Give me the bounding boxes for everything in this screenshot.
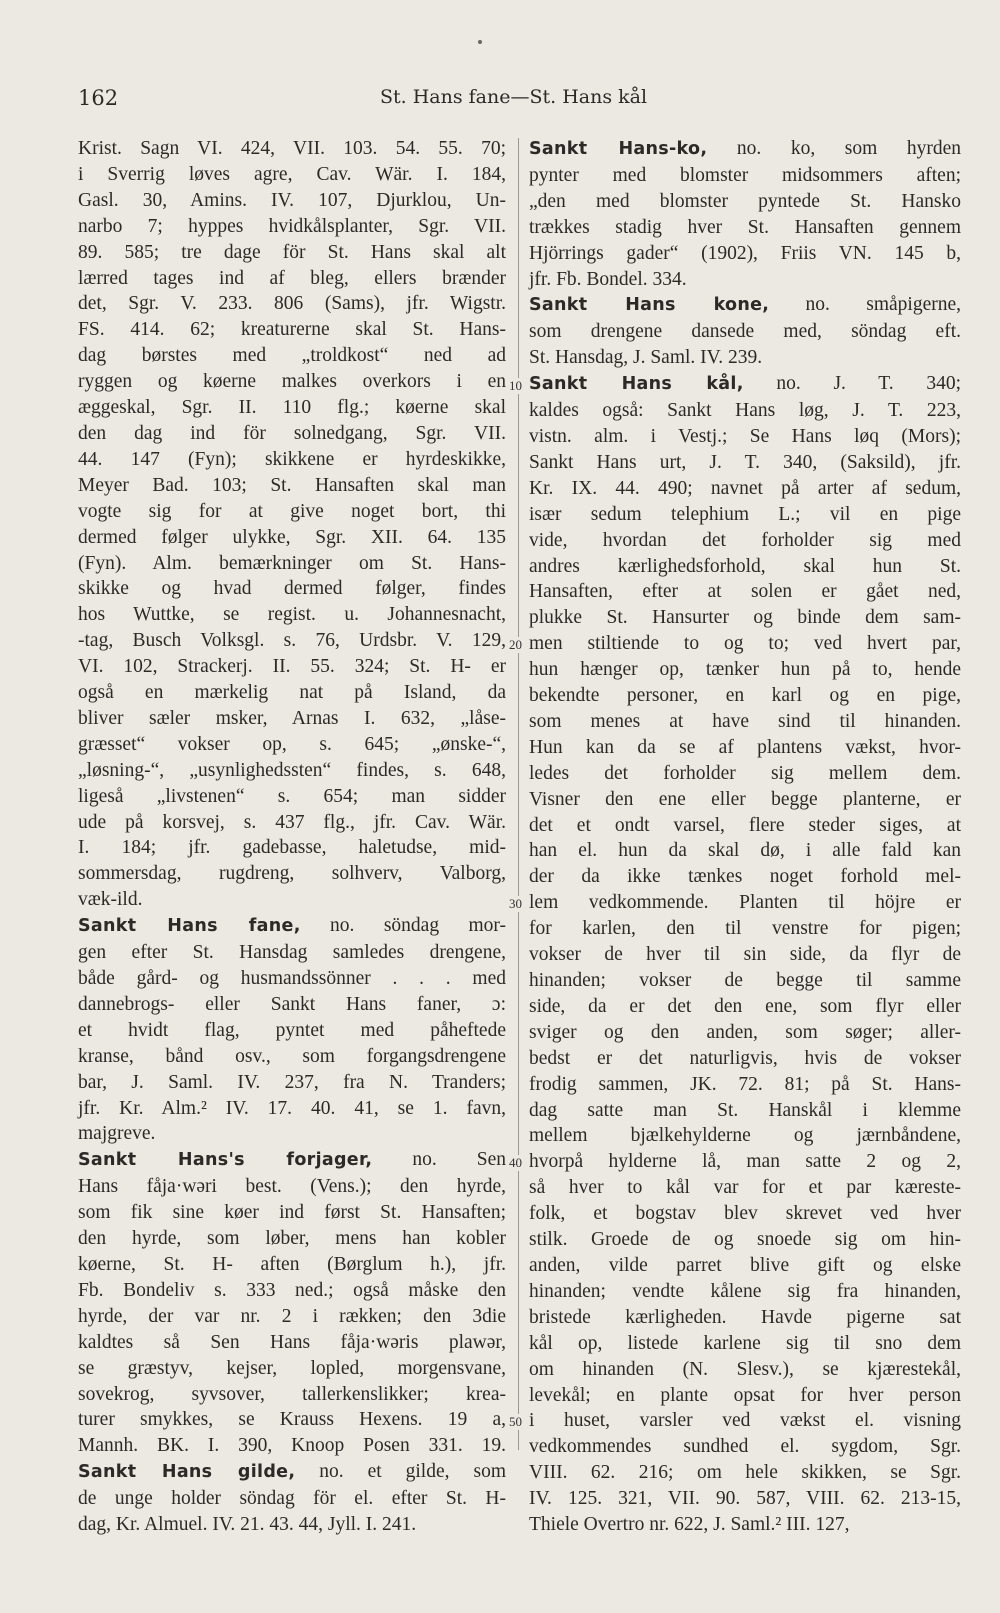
right-column-line: andres kærlighedsforhold, skal hun St. xyxy=(529,555,961,577)
right-column-line: Kr. IX. 44. 490; navnet på arter af sedum, xyxy=(529,477,961,499)
right-column-line: VIII. 62. 216; om hele skikken, se Sgr. xyxy=(529,1462,961,1484)
left-column-line: både gård- og husmandssönner . . . med xyxy=(78,968,506,989)
right-column-line: bekendte personer, en karl og en pige, xyxy=(529,685,961,707)
right-column-line: i huset, varsler ved vækst el. visning xyxy=(529,1410,961,1432)
right-column-line: det et ondt varsel, flere steder siges, at xyxy=(529,814,961,836)
entry-headword: Sankt Hans's forjager, xyxy=(78,1150,373,1171)
left-column-line: ryggen og køerne malkes overkors i en xyxy=(78,371,506,393)
left-column-line: det, Sgr. V. 233. 806 (Sams), jfr. Wigstr. xyxy=(78,293,506,315)
right-column-line: Hjörrings gader“ (1902), Friis VN. 145 b, xyxy=(529,242,961,264)
left-column-line: den hyrde, som løber, mens han kobler xyxy=(78,1228,506,1250)
right-column-line: Sankt Hans kål, no. J. T. 340; xyxy=(529,373,961,395)
right-column-line: der da ikke tænkes noget forhold mel- xyxy=(529,866,961,888)
right-column-line: Sankt Hans kone, no. småpigerne, xyxy=(529,294,961,316)
right-column-line: vedkommendes sundhed el. sygdom, Sgr. xyxy=(529,1436,961,1458)
left-column-line: væk-ild. xyxy=(78,889,143,911)
right-column-line: hinanden; vendte kålene sig fra hinanden, xyxy=(529,1280,961,1302)
left-column-line: Hans fåja·wəri best. (Vens.); den hyrde, xyxy=(78,1176,506,1198)
right-column-line: frodig sammen, JK. 72. 81; på St. Hans- xyxy=(529,1073,961,1095)
left-column-line: bar, J. Saml. IV. 237, fra N. Tranders; xyxy=(78,1071,506,1093)
left-column-line: I. 184; jfr. gadebasse, haletudse, mid- xyxy=(78,837,506,859)
entry-headword: Sankt Hans kone, xyxy=(529,295,770,316)
entry-headword: Sankt Hans kål, xyxy=(529,374,744,395)
left-column-line: vogte sig for at give noget bort, thi xyxy=(78,500,506,522)
page-header xyxy=(78,86,960,116)
left-column-line: VI. 102, Strackerj. II. 55. 324; St. H- er xyxy=(78,656,506,678)
left-column-line: skikke og hvad dermed følger, findes xyxy=(78,578,506,600)
right-column-line: Sankt Hans-ko, no. ko, som hyrden xyxy=(529,138,961,159)
left-column-line: ligeså „livstenen“ s. 654; man sidder xyxy=(78,785,506,807)
left-column-line: (Fyn). Alm. bemærkninger om St. Hans- xyxy=(78,552,506,574)
left-column-line: se græstyv, kejser, lopled, morgensvane, xyxy=(78,1357,506,1379)
line-number-50: 50 xyxy=(509,1414,522,1429)
right-column-line: ledes det forholder sig mellem dem. xyxy=(529,762,961,784)
right-column-line: for karlen, den til venstre for pigen; xyxy=(529,918,961,940)
entry-headword: Sankt Hans-ko, xyxy=(529,139,708,159)
right-column-line: hvorpå hylderne lå, man satte 2 og 2, xyxy=(529,1151,961,1173)
left-column-line: Sankt Hans gilde, no. et gilde, som xyxy=(78,1461,506,1483)
right-column-line: hun hænger op, tænker hun på to, hende xyxy=(529,659,961,681)
right-column-line: IV. 125. 321, VII. 90. 587, VIII. 62. 213-15, xyxy=(529,1488,961,1510)
right-column-line: pynter med blomster midsommers aften; xyxy=(529,164,961,186)
left-column-line: Fb. Bondeliv s. 333 ned.; også måske den xyxy=(78,1279,506,1301)
right-column xyxy=(529,136,961,1538)
left-column-line: også en mærkelig nat på Island, da xyxy=(78,682,506,704)
left-column-line: et hvidt flag, pyntet med påheftede xyxy=(78,1019,506,1041)
line-number-30: 30 xyxy=(509,896,522,911)
left-column-line: kranse, bånd osv., som forgangsdrengene xyxy=(78,1045,506,1067)
left-column-line: majgreve. xyxy=(78,1123,156,1145)
left-column-line: i Sverrig løves agre, Cav. Wär. I. 184, xyxy=(78,163,506,185)
left-column-line: turer smykkes, se Krauss Hexens. 19 a, xyxy=(78,1409,506,1431)
right-column-line: stilk. Groede de og snoede sig om hin- xyxy=(529,1229,961,1251)
line-number-40: 40 xyxy=(509,1155,522,1170)
left-column-line: de unge holder söndag för el. efter St. H- xyxy=(78,1488,506,1510)
right-column-line: men stiltiende to og to; ved hvert par, xyxy=(529,633,961,655)
right-column-line: Sankt Hans urt, J. T. 340, (Saksild), jfr. xyxy=(529,451,961,473)
right-column-line: som drengene dansede med, söndag eft. xyxy=(529,321,961,343)
left-column-line: Sankt Hans fane, no. söndag mor- xyxy=(78,915,506,937)
right-column-line: levekål; en plante opsat for hver person xyxy=(529,1384,961,1406)
right-column-line: dag satte man St. Hanskål i klemme xyxy=(529,1099,961,1121)
right-column-line: Visner den ene eller begge planterne, er xyxy=(529,788,961,810)
left-column-line: lærred tages ind af bleg, ellers brænder xyxy=(78,267,506,289)
left-column-line: dag, Kr. Almuel. IV. 21. 43. 44, Jyll. I. 241. xyxy=(78,1514,417,1536)
left-column-line: sovekrog, syvsover, tallerkenslikker; krea- xyxy=(78,1383,506,1405)
left-column xyxy=(78,136,506,1538)
right-column-line: St. Hansdag, J. Saml. IV. 239. xyxy=(529,347,763,369)
right-column-line: kaldes også: Sankt Hans løg, J. T. 223, xyxy=(529,400,961,422)
right-column-line: bristede kærligheden. Havde pigerne sat xyxy=(529,1306,961,1328)
right-column-line: kål op, listede karlene sig til sno dem xyxy=(529,1332,961,1354)
left-column-line: „løsning-“, „usynlighedssten“ findes, s. 648, xyxy=(78,759,506,781)
left-column-line: Krist. Sagn VI. 424, VII. 103. 54. 55. 70; xyxy=(78,138,506,159)
right-column-line: Hansaften, efter at solen er gået ned, xyxy=(529,581,961,603)
right-column-line: Thiele Overtro nr. 622, J. Saml.² III. 127, xyxy=(529,1514,850,1536)
left-column-line: den dag ind för solnedgang, Sgr. VII. xyxy=(78,422,506,444)
right-column-line: anden, vilde parret blive gift og elske xyxy=(529,1254,961,1276)
left-column-line: dermed følger ulykke, Sgr. XII. 64. 135 xyxy=(78,526,506,548)
left-column-line: FS. 414. 62; kreaturerne skal St. Hans- xyxy=(78,319,506,341)
right-column-line: plukke St. Hansurter og binde dem sam- xyxy=(529,607,961,629)
left-column-line: som fik sine køer ind først St. Hansaften; xyxy=(78,1202,506,1224)
left-column-line: ude på korsvej, s. 437 flg., jfr. Cav. Wär. xyxy=(78,811,506,833)
left-column-line: hyrde, der var nr. 2 i rækken; den 3die xyxy=(78,1305,506,1327)
right-column-line: trækkes stadig hver St. Hansaften gennem xyxy=(529,216,961,238)
right-column-line: lem vedkommende. Planten til höjre er xyxy=(529,892,961,914)
page-number: 162 xyxy=(78,86,119,110)
right-column-line: mellem bjælkehylderne og jærnbåndene, xyxy=(529,1125,961,1147)
right-column-line: især sedum telephium L.; vil en pige xyxy=(529,503,961,525)
left-column-line: køerne, St. H- aften (Børglum h.), jfr. xyxy=(78,1253,506,1275)
right-column-line: jfr. Fb. Bondel. 334. xyxy=(529,268,687,290)
right-column-line: han el. hun da skal dø, i alle fald kan xyxy=(529,840,961,862)
left-column-line: dag børstes med „troldkost“ ned ad xyxy=(78,345,506,367)
left-column-line: hos Wuttke, se regist. u. Johannesnacht, xyxy=(78,604,506,626)
left-column-line: Meyer Bad. 103; St. Hansaften skal man xyxy=(78,474,506,496)
right-column-line: så hver to kål var for et par kæreste- xyxy=(529,1177,961,1199)
left-column-line: Sankt Hans's forjager, no. Sen xyxy=(78,1149,506,1171)
left-column-line: -tag, Busch Volksgl. s. 76, Urdsbr. V. 129, xyxy=(78,630,506,652)
left-column-line: græsset“ vokser op, s. 645; „ønske-“, xyxy=(78,733,506,755)
right-column-line: folk, et bogstav blev skrevet ved hver xyxy=(529,1203,961,1225)
line-number-20: 20 xyxy=(509,637,522,652)
page-speck xyxy=(478,40,482,44)
left-column-line: Gasl. 30, Amins. IV. 107, Djurklou, Un- xyxy=(78,189,506,211)
running-head: St. Hans fane—St. Hans kål xyxy=(380,86,648,108)
right-column-line: vistn. alm. i Vestj.; Se Hans løq (Mors); xyxy=(529,425,961,447)
right-column-line: „den med blomster pyntede St. Hansko xyxy=(529,190,961,212)
right-column-line: om hinanden (N. Slesv.), se kjærestekål, xyxy=(529,1358,961,1380)
left-column-line: bliver sæler msker, Arnas I. 632, „låse- xyxy=(78,707,506,729)
left-column-line: gen efter St. Hansdag samledes drengene, xyxy=(78,942,506,964)
left-column-line: jfr. Kr. Alm.² IV. 17. 40. 41, se 1. favn, xyxy=(78,1097,506,1119)
right-column-line: bedst er det naturligvis, hvis de vokser xyxy=(529,1047,961,1069)
left-column-line: æggeskal, Sgr. II. 110 flg.; køerne skal xyxy=(78,397,506,419)
left-column-line: dannebrogs- eller Sankt Hans faner, ɔ: xyxy=(78,993,506,1015)
right-column-line: vokser de hver til sin side, da flyr de xyxy=(529,944,961,966)
left-column-line: Mannh. BK. I. 390, Knoop Posen 331. 19. xyxy=(78,1435,506,1457)
entry-headword: Sankt Hans gilde, xyxy=(78,1462,296,1483)
left-column-line: 44. 147 (Fyn); skikkene er hyrdeskikke, xyxy=(78,448,506,470)
left-column-line: 89. 585; tre dage för St. Hans skal alt xyxy=(78,241,506,263)
right-column-line: sviger og den anden, som søger; aller- xyxy=(529,1021,961,1043)
right-column-line: side, da er det den ene, som flyr eller xyxy=(529,995,961,1017)
left-column-line: kaldtes så Sen Hans fåja·wəris plawər, xyxy=(78,1331,506,1353)
right-column-line: hinanden; vokser de begge til samme xyxy=(529,970,961,991)
left-column-line: narbo 7; hyppes hvidkålsplanter, Sgr. VII. xyxy=(78,215,506,237)
column-divider xyxy=(518,138,519,1450)
right-column-line: som menes at have sind til hinanden. xyxy=(529,710,961,732)
right-column-line: vide, hvordan det forholder sig med xyxy=(529,529,961,551)
entry-headword: Sankt Hans fane, xyxy=(78,916,301,937)
right-column-line: Hun kan da se af plantens vækst, hvor- xyxy=(529,736,961,758)
left-column-line: sommersdag, rugdreng, solhverv, Valborg, xyxy=(78,863,506,885)
line-number-10: 10 xyxy=(509,378,522,393)
